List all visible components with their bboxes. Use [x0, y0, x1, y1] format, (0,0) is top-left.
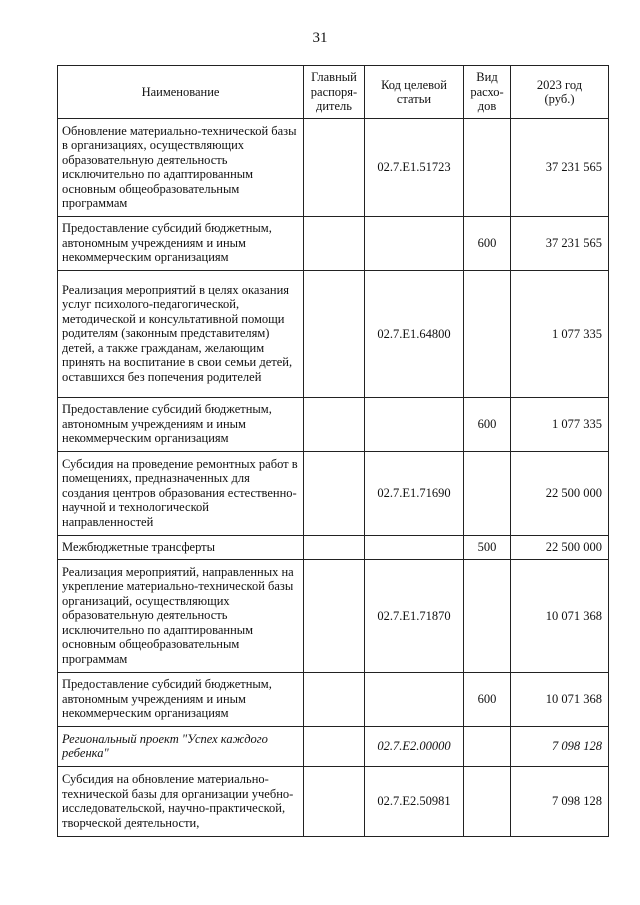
table-row-project [58, 727, 609, 767]
header-glavny: Главный распоря-дитель [304, 66, 365, 119]
row-name: Реализация мероприятий в целях оказания услуг психолого-педагогической, методической и консультативной помощи родителям (законным представителям) детей, а также гражданам, желающим принять на воспитание в свои семьи детей, оставшихся без попечения родителей [58, 271, 304, 398]
row-glavny [304, 119, 365, 217]
row-name: Региональный проект "Успех каждого ребенка" [58, 727, 304, 767]
row-vid [464, 767, 511, 837]
row-code: 02.7.Е1.71690 [365, 452, 464, 536]
row-vid: 600 [464, 673, 511, 727]
row-glavny [304, 767, 365, 837]
row-code: 02.7.Е2.00000 [365, 727, 464, 767]
row-name: Предоставление субсидий бюджетным, автономным учреждениям и иным некоммерческим организациям [58, 673, 304, 727]
row-glavny [304, 560, 365, 673]
row-code: 02.7.Е1.71870 [365, 560, 464, 673]
row-sum: 22 500 000 [511, 536, 609, 560]
row-sum: 1 077 335 [511, 398, 609, 452]
header-sum: 2023 год (руб.) [511, 66, 609, 119]
table-row [58, 398, 609, 452]
header-name: Наименование [58, 66, 304, 119]
table-row [58, 217, 609, 271]
row-code [365, 217, 464, 271]
row-vid [464, 727, 511, 767]
row-sum: 10 071 368 [511, 560, 609, 673]
row-code: 02.7.Е1.64800 [365, 271, 464, 398]
row-code [365, 673, 464, 727]
page-number: 31 [312, 30, 328, 46]
row-code: 02.7.Е1.51723 [365, 119, 464, 217]
table-header-row [58, 66, 609, 119]
row-glavny [304, 452, 365, 536]
row-vid [464, 452, 511, 536]
row-sum: 1 077 335 [511, 271, 609, 398]
header-code: Код целевой статьи [365, 66, 464, 119]
row-code [365, 398, 464, 452]
row-name: Предоставление субсидий бюджетным, автономным учреждениям и иным некоммерческим организациям [58, 217, 304, 271]
table-row [58, 673, 609, 727]
table-row [58, 536, 609, 560]
row-name: Реализация мероприятий, направленных на укрепление материально-технической базы организаций, осуществляющих образовательную деятельность исключительно по адаптированным основным общеобразовательным программам [58, 560, 304, 673]
row-sum: 7 098 128 [511, 767, 609, 837]
row-code: 02.7.Е2.50981 [365, 767, 464, 837]
row-vid [464, 560, 511, 673]
row-code [365, 536, 464, 560]
row-vid [464, 119, 511, 217]
row-sum: 22 500 000 [511, 452, 609, 536]
row-sum: 7 098 128 [511, 727, 609, 767]
row-name: Межбюджетные трансферты [58, 536, 304, 560]
table-row [58, 271, 609, 398]
table-row [58, 560, 609, 673]
row-name: Обновление материально-технической базы в организациях, осуществляющих образовательную деятельность исключительно по адаптированным основным общеобразовательным программам [58, 119, 304, 217]
row-vid: 600 [464, 217, 511, 271]
row-glavny [304, 271, 365, 398]
row-name: Субсидия на проведение ремонтных работ в помещениях, предназначенных для создания центров образования естественно-научной и технологической направленностей [58, 452, 304, 536]
row-vid: 600 [464, 398, 511, 452]
row-vid [464, 271, 511, 398]
row-glavny [304, 217, 365, 271]
row-glavny [304, 673, 365, 727]
row-glavny [304, 398, 365, 452]
budget-table [57, 65, 609, 837]
header-vid: Вид расхо-дов [464, 66, 511, 119]
table-row [58, 119, 609, 217]
row-glavny [304, 727, 365, 767]
table-row [58, 452, 609, 536]
row-sum: 37 231 565 [511, 217, 609, 271]
row-name: Субсидия на обновление материально-технической базы для организации учебно-исследовательской, научно-практической, творческой деятельности, [58, 767, 304, 837]
row-sum: 37 231 565 [511, 119, 609, 217]
row-vid: 500 [464, 536, 511, 560]
row-sum: 10 071 368 [511, 673, 609, 727]
table-row [58, 767, 609, 837]
row-glavny [304, 536, 365, 560]
row-name: Предоставление субсидий бюджетным, автономным учреждениям и иным некоммерческим организациям [58, 398, 304, 452]
